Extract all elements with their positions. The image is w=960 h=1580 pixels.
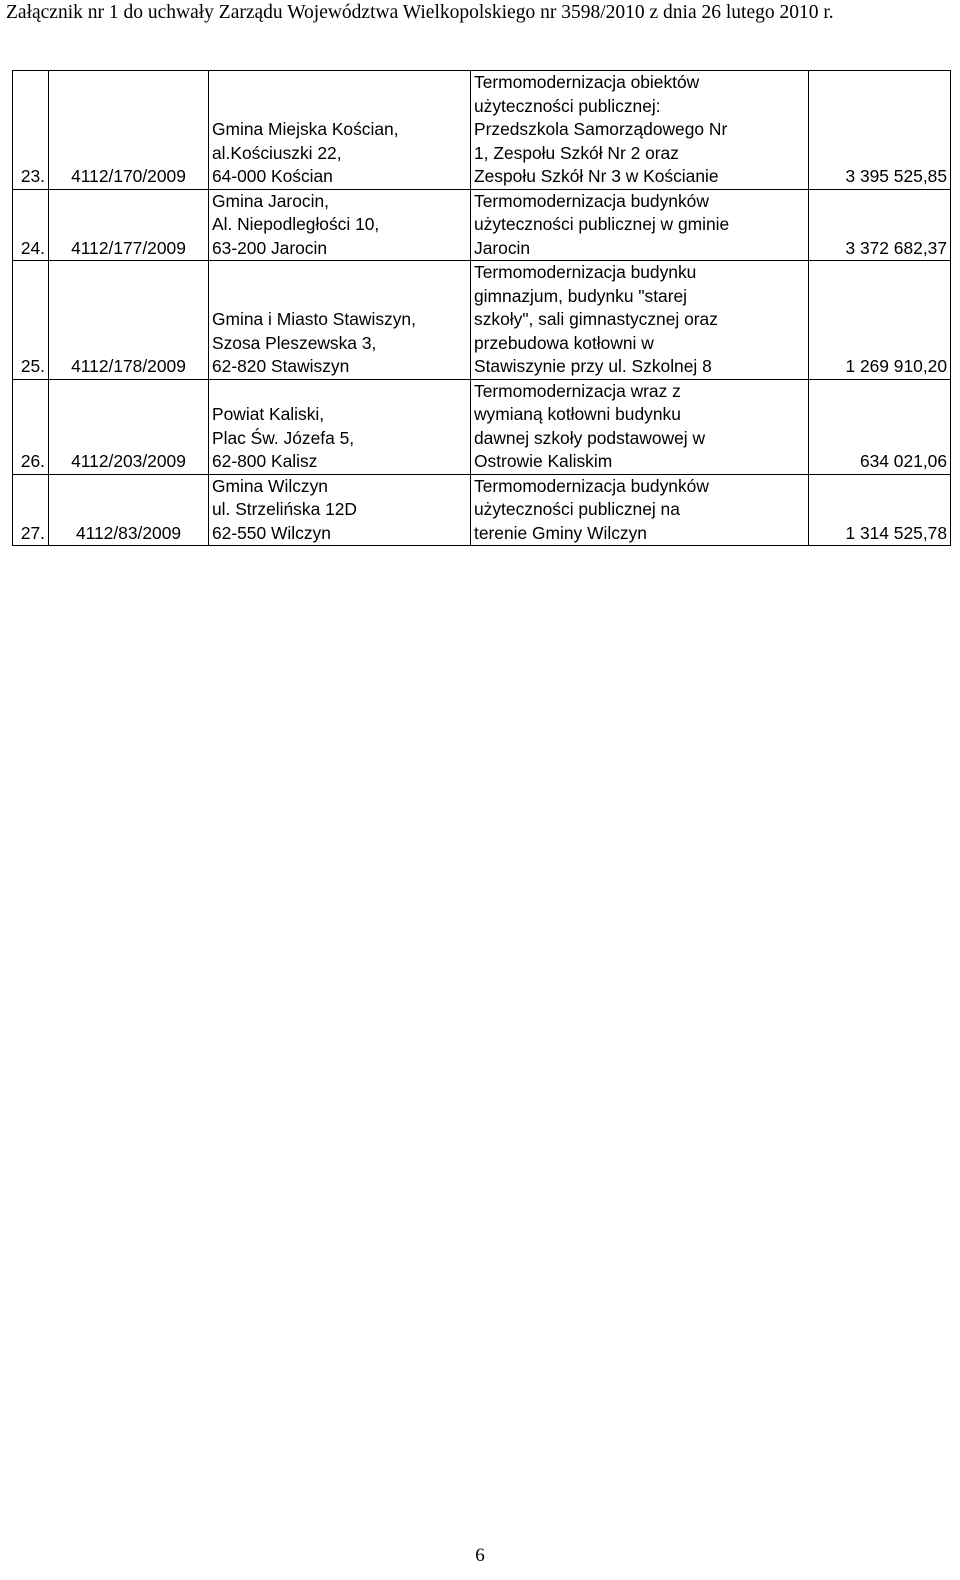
row-lp: 26. xyxy=(13,379,49,474)
application-number: 4112/170/2009 xyxy=(49,71,209,190)
project-line: Ostrowie Kaliskim xyxy=(474,451,613,471)
row-lp: 23. xyxy=(13,71,49,190)
project-line: Stawiszynie przy ul. Szkolnej 8 xyxy=(474,356,712,376)
project-line: użyteczności publicznej: xyxy=(474,95,661,116)
project-line: Zespołu Szkół Nr 3 w Kościanie xyxy=(474,166,719,186)
row-lp: 25. xyxy=(13,261,49,380)
applicant-line: Gmina Wilczyn xyxy=(212,475,328,496)
project-line: Termomodernizacja wraz z xyxy=(474,380,681,401)
applicant-line: 62-550 Wilczyn xyxy=(212,522,331,543)
applications-table-body xyxy=(13,71,951,546)
application-number: 4112/177/2009 xyxy=(49,189,209,261)
applicant-line: Gmina Jarocin, xyxy=(212,190,329,211)
project-line: dawnej szkoły podstawowej w xyxy=(474,427,706,448)
amount: 1 269 910,20 xyxy=(809,261,951,380)
applicant-cell xyxy=(209,189,471,261)
table-row xyxy=(13,379,951,474)
applicant-line: 64-000 Kościan xyxy=(212,166,333,186)
applicant-line: Powiat Kaliski, xyxy=(212,404,325,424)
project-title-cell xyxy=(471,261,809,380)
row-lp: 24. xyxy=(13,189,49,261)
applicant-line: 62-800 Kalisz xyxy=(212,451,318,471)
applicant-cell xyxy=(209,261,471,380)
table-row xyxy=(13,189,951,261)
project-line: Termomodernizacja budynku xyxy=(474,262,697,282)
project-title-cell xyxy=(471,71,809,190)
application-number: 4112/178/2009 xyxy=(49,261,209,380)
project-line: 1, Zespołu Szkół Nr 2 oraz xyxy=(474,142,679,163)
project-title-cell xyxy=(471,189,809,261)
project-line: Termomodernizacja budynków xyxy=(474,190,709,211)
applicant-line: Szosa Pleszewska 3, xyxy=(212,332,377,353)
project-line: szkoły", sali gimnastycznej oraz xyxy=(474,309,718,329)
applications-table xyxy=(12,70,951,546)
project-line: użyteczności publicznej na xyxy=(474,499,680,519)
table-row xyxy=(13,261,951,380)
project-line: Termomodernizacja obiektów xyxy=(474,72,700,92)
applicant-line: al.Kościuszki 22, xyxy=(212,142,342,163)
applicant-line: ul. Strzelińska 12D xyxy=(212,499,357,519)
document-header: Załącznik nr 1 do uchwały Zarządu Województwa Wielkopolskiego nr 3598/2010 z dnia 26 lutego 2010 r. xyxy=(6,2,834,23)
project-line: Jarocin xyxy=(474,237,531,258)
project-title-cell xyxy=(471,474,809,546)
applicant-cell xyxy=(209,474,471,546)
amount: 3 395 525,85 xyxy=(809,71,951,190)
applicant-line: Gmina i Miasto Stawiszyn, xyxy=(212,309,416,329)
applicant-cell xyxy=(209,379,471,474)
project-line: Przedszkola Samorządowego Nr xyxy=(474,119,728,139)
applicant-line: 63-200 Jarocin xyxy=(212,237,328,258)
project-line: terenie Gminy Wilczyn xyxy=(474,522,647,543)
row-lp: 27. xyxy=(13,474,49,546)
project-line: przebudowa kotłowni w xyxy=(474,332,654,353)
project-line: użyteczności publicznej w gminie xyxy=(474,214,730,234)
page-number: 6 xyxy=(475,1545,485,1566)
project-line: Termomodernizacja budynków xyxy=(474,475,709,496)
application-number: 4112/203/2009 xyxy=(49,379,209,474)
amount: 3 372 682,37 xyxy=(809,189,951,261)
table-row xyxy=(13,71,951,190)
project-line: gimnazjum, budynku "starej xyxy=(474,285,688,306)
amount: 634 021,06 xyxy=(809,379,951,474)
applicant-line: Gmina Miejska Kościan, xyxy=(212,119,399,139)
applicant-line: 62-820 Stawiszyn xyxy=(212,356,350,376)
project-line: wymianą kotłowni budynku xyxy=(474,404,681,424)
applicant-cell xyxy=(209,71,471,190)
table-row xyxy=(13,474,951,546)
application-number: 4112/83/2009 xyxy=(49,474,209,546)
applicant-line: Plac Św. Józefa 5, xyxy=(212,427,355,448)
amount: 1 314 525,78 xyxy=(809,474,951,546)
project-title-cell xyxy=(471,379,809,474)
applicant-line: Al. Niepodległości 10, xyxy=(212,214,380,234)
